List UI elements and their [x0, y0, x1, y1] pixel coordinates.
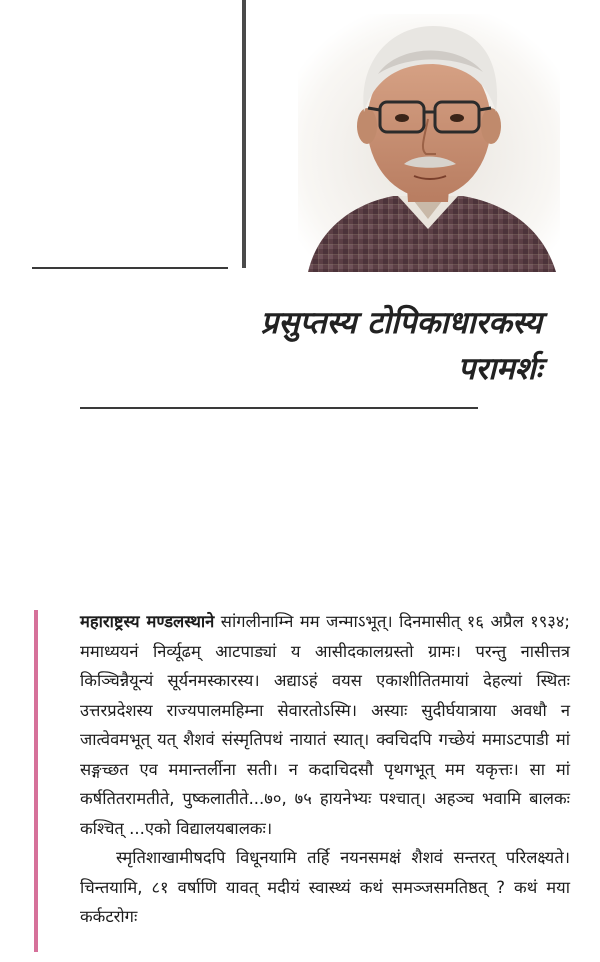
lead-phrase: महाराष्ट्रस्य मण्डलस्थाने	[80, 612, 215, 631]
article-title	[261, 300, 542, 392]
article-body	[80, 607, 570, 932]
paragraph-1-text: सांगलीनाम्नि मम जन्माऽभूत्। दिनमासीत् १६ अप्रैल १९३४; ममाध्ययनं निर्व्यूढम् आटपाड्यां य आसीदकालग्रस्तो ग्रामः। परन्तु नासीत्तत्र किञ्चिन्नैयून्यं सूर्यनमस्कारस्य। अद्याऽहं वयस एकाशीतितमायां देहल्यां स्थितः उत्तरप्रदेशस्य राज्यपालमहिम्ना सेवारतोऽस्मि। अस्याः सुदीर्घयात्राया अवधौ न जात्वेवमभूत् यत् शैशवं संस्मृतिपथं नायातं स्यात्। क्वचिदपि गच्छेयं ममाऽटपाडी मां सङ्गच्छत एव ममान्तर्लीना सती। न कदाचिदसौ पृथगभूत् मम यकृत्तः। सा मां कर्षतितरामतीते, पुष्कलातीते...७०, ७५ हायनेभ्यः पश्चात्। अहञ्च भवामि बालकः कश्चित् ...एको विद्यालयबालकः।	[80, 612, 570, 838]
top-rule	[32, 267, 228, 269]
accent-bar	[34, 610, 38, 952]
title-line-2: परामर्शः	[457, 351, 542, 387]
portrait-photo	[298, 14, 560, 272]
title-rule	[80, 407, 478, 409]
paragraph-2: स्मृतिशाखामीषदपि विधूनयामि तर्हि नयनसमक्षं शैशवं सन्तरत् परिलक्ष्यते। चिन्तयामि, ८१ वर्षाणि यावत् मदीयं स्वास्थ्यं कथं समञ्जसमतिष्ठत् ? कथं मया कर्कटरोगः	[80, 848, 570, 926]
title-line-1: प्रसुप्तस्य टोपिकाधारकस्य	[260, 305, 542, 341]
vertical-divider	[242, 0, 246, 268]
paragraph-1	[80, 607, 570, 843]
